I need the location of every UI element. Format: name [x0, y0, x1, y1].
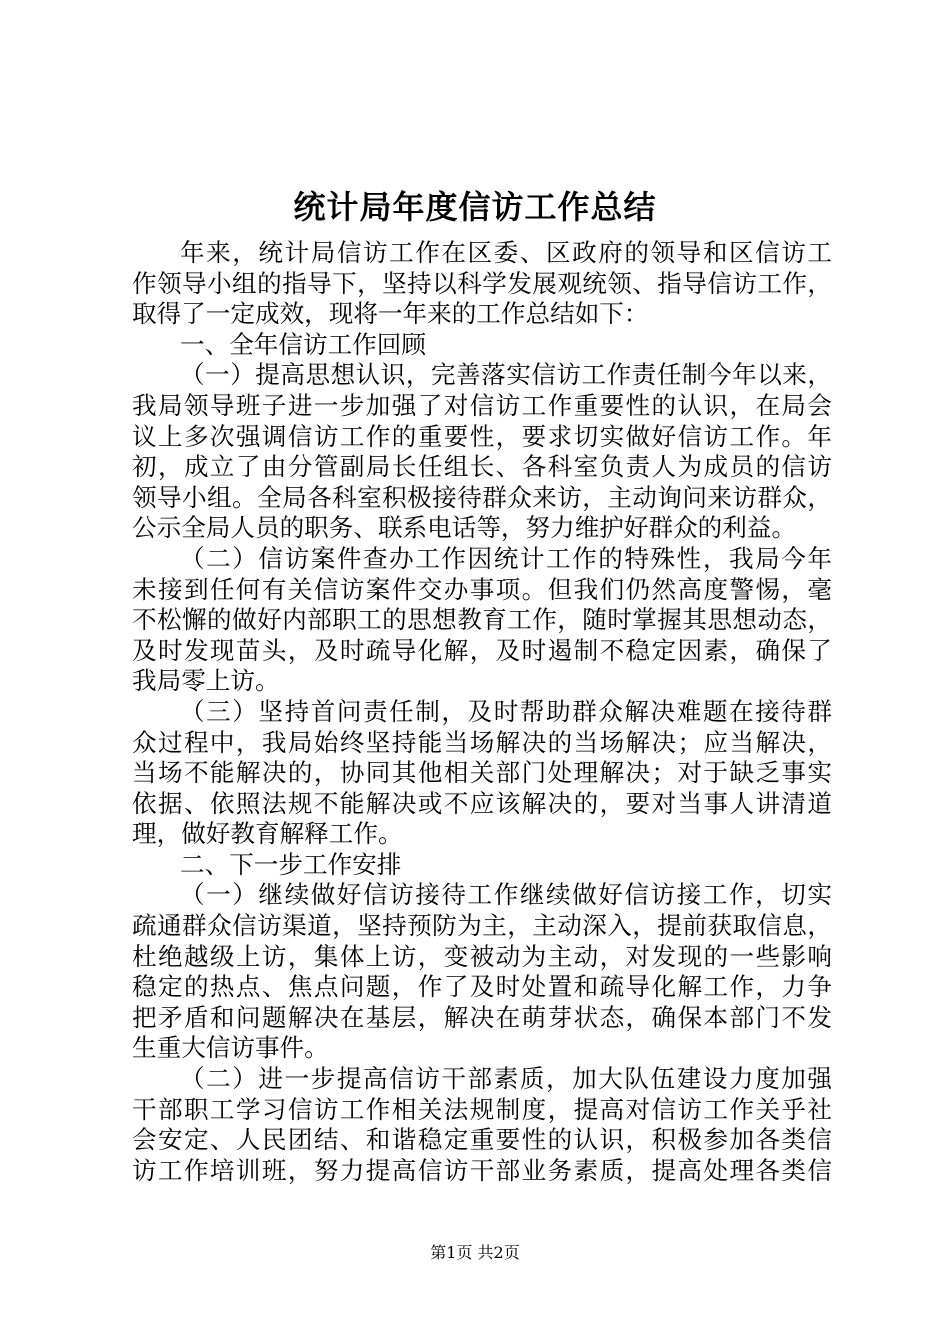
- text-line: 不松懈的做好内部职工的思想教育工作，随时掌握其思想动态，: [132, 605, 832, 635]
- text-line: 公示全局人员的职务、联系电话等，努力维护好群众的利益。: [132, 513, 797, 543]
- text-line: 我局零上访。: [132, 666, 280, 696]
- text-line: 众过程中，我局始终坚持能当场解决的当场解决；应当解决，: [132, 727, 832, 757]
- text-line: （一）继续做好信访接待工作继续做好信访接工作，切实: [180, 880, 832, 910]
- text-line: 干部职工学习信访工作相关法规制度，提高对信访工作关乎社: [132, 1094, 832, 1124]
- text-line: 年来，统计局信访工作在区委、区政府的领导和区信访工: [180, 238, 832, 267]
- text-line: 当场不能解决的，协同其他相关部门处理解决；对于缺乏事实: [132, 758, 832, 788]
- text-line: （一）提高思想认识，完善落实信访工作责任制今年以来，: [180, 360, 832, 390]
- text-line: （二）进一步提高信访干部素质，加大队伍建设力度加强: [180, 1064, 832, 1094]
- text-line: 依据、依照法规不能解决或不应该解决的，要对当事人讲清道: [132, 788, 832, 818]
- document-body: [132, 238, 832, 1186]
- text-line: 疏通群众信访渠道，坚持预防为主，主动深入，提前获取信息，: [132, 911, 832, 941]
- text-line: 二、下一步工作安排: [180, 849, 402, 879]
- text-line: 杜绝越级上访，集体上访，变被动为主动，对发现的一些影响: [132, 941, 832, 971]
- text-line: 初，成立了由分管副局长任组长、各科室负责人为成员的信访: [132, 452, 832, 482]
- text-line: 我局领导班子进一步加强了对信访工作重要性的认识，在局会: [132, 390, 832, 420]
- page-footer: 第1页 共2页: [430, 1243, 520, 1262]
- text-line: 领导小组。全局各科室积极接待群众来访，主动询问来访群众，: [132, 482, 832, 512]
- text-line: 理，做好教育解释工作。: [132, 819, 403, 849]
- text-line: （三）坚持首问责任制，及时帮助群众解决难题在接待群: [180, 696, 832, 726]
- text-line: 未接到任何有关信访案件交办事项。但我们仍然高度警惕，毫: [132, 574, 832, 604]
- text-line: 议上多次强调信访工作的重要性，要求切实做好信访工作。年: [132, 421, 832, 451]
- text-line: 生重大信访事件。: [132, 1033, 329, 1063]
- document-title: 统计局年度信访工作总结: [293, 188, 657, 226]
- text-line: （二）信访案件查办工作因统计工作的特殊性，我局今年: [180, 543, 832, 573]
- text-line: 稳定的热点、焦点问题，作了及时处置和疏导化解工作，力争: [132, 972, 832, 1002]
- text-line: 及时发现苗头，及时疏导化解，及时遏制不稳定因素，确保了: [132, 635, 832, 665]
- text-line: 会安定、人民团结、和谐稳定重要性的认识，积极参加各类信: [132, 1125, 832, 1155]
- text-line: 取得了一定成效，现将一年来的工作总结如下：: [132, 299, 649, 329]
- text-line: 一、全年信访工作回顾: [180, 329, 426, 359]
- text-line: 访工作培训班，努力提高信访干部业务素质，提高处理各类信: [132, 1155, 832, 1185]
- text-line: 作领导小组的指导下，坚持以科学发展观统领、指导信访工作，: [132, 268, 832, 298]
- text-line: 把矛盾和问题解决在基层，解决在萌芽状态，确保本部门不发: [132, 1002, 832, 1032]
